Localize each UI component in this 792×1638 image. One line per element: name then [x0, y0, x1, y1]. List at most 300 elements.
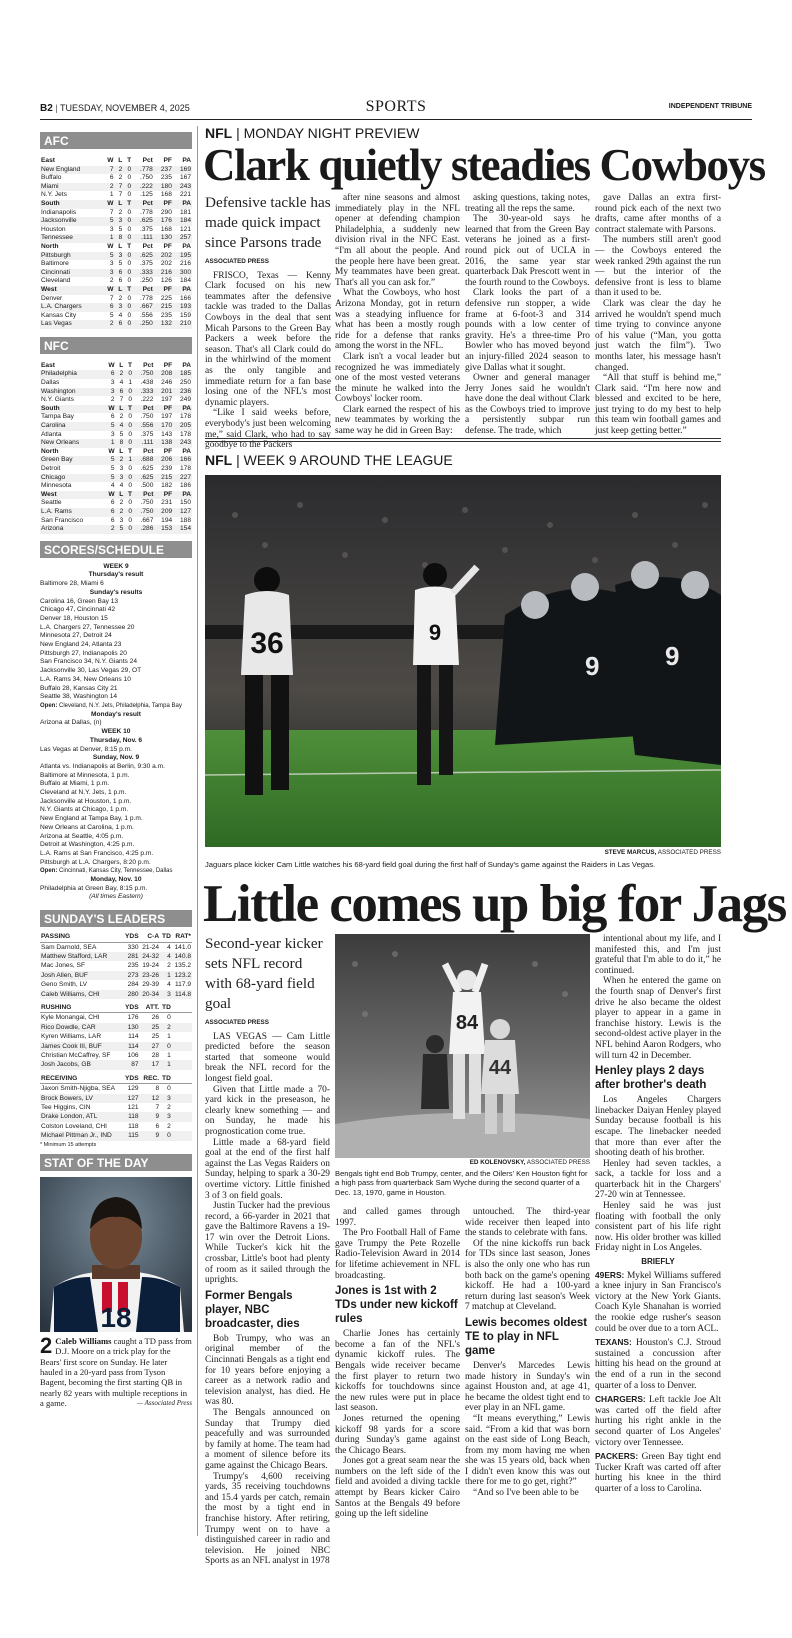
story2-col1 — [205, 934, 330, 1567]
leader-row: Matthew Stafford, LAR 281 24-32 4 140.8 — [41, 952, 191, 960]
team-stat: 6 — [102, 303, 114, 312]
team-row — [40, 312, 192, 321]
column-header: PA — [173, 286, 192, 295]
team-row — [40, 295, 192, 304]
schedule-line: Arizona at Seattle, 4:05 p.m. — [40, 832, 124, 840]
division-header — [40, 243, 192, 252]
team-stat: 159 — [179, 311, 191, 319]
team-stat: 0 — [123, 269, 132, 278]
stat-of-day-header: STAT OF THE DAY — [40, 1154, 192, 1171]
team-stat: 2 — [119, 499, 124, 507]
team-stat: 236 — [173, 388, 192, 397]
jersey-number-84: 84 — [455, 1012, 479, 1034]
column-header: L — [115, 286, 124, 295]
schedule-line: Denver 18, Houston 15 — [40, 614, 108, 622]
trumpy-photo — [335, 934, 590, 1158]
henley-subhead: Henley plays 2 days after brother's death — [595, 1065, 707, 1092]
team-row — [40, 413, 192, 422]
leader-row: Josh Allen, BUF 273 23-26 1 123.2 — [41, 971, 191, 979]
team-stat: 176 — [154, 217, 173, 226]
team-name: Houston — [41, 225, 66, 233]
team-stat: 239 — [161, 465, 173, 472]
photo2-caption: Bengals tight end Bob Trumpy, center, and the Oilers' Ken Houston fight for a high pass from quarterback Sam Wyche during the second quarter of a Dec. 13, 1970, game in Houston. — [335, 1169, 588, 1197]
team-row — [40, 439, 192, 448]
story2-col2 — [335, 1207, 460, 1520]
story1-headline: Clark quietly steadies Cowboys — [203, 140, 765, 190]
story2-c2-body — [335, 1207, 460, 1281]
team-stat: 227 — [173, 474, 192, 483]
team-stat: 7 — [119, 396, 124, 404]
leader-row: Kyle Monangai, CHI 176 26 0 — [41, 1014, 171, 1022]
briefs-list — [595, 1270, 721, 1495]
team-stat: 6 — [116, 388, 125, 397]
team-stat: .333 — [132, 269, 154, 278]
team-stat: 127 — [173, 508, 192, 517]
story1-byline: ASSOCIATED PRESS — [205, 258, 269, 265]
team-stat: 0 — [127, 294, 132, 302]
team-stat: 0 — [123, 217, 132, 226]
team-stat: 2 — [119, 413, 124, 421]
column-header: Pct — [132, 200, 154, 209]
scores-schedule-list — [40, 563, 192, 902]
column-header: W — [102, 200, 114, 209]
team-stat: 184 — [179, 277, 191, 285]
paragraph: Henley said he was just floating with football the only consistent part of his life right now. His older brother was killed Friday night in Los Angeles. — [595, 1201, 721, 1254]
column-header: T — [123, 200, 132, 209]
team-stat: 181 — [179, 208, 191, 216]
page-date: TUESDAY, NOVEMBER 4, 2025 — [60, 103, 190, 113]
team-stat: 150 — [179, 499, 191, 507]
team-stat: 3 — [110, 379, 115, 387]
team-stat: 202 — [160, 260, 172, 268]
kicker-text: | WEEK 9 AROUND THE LEAGUE — [232, 452, 453, 468]
column-rule — [197, 126, 198, 1536]
svg-text:18: 18 — [100, 1301, 132, 1332]
team-stat: 6 — [104, 508, 116, 517]
team-stat: 216 — [179, 260, 191, 268]
team-stat: .778 — [132, 166, 154, 175]
paragraph: Denver's Marcedes Lewis made history in Sunday's win against Houston and, at age 41, he became the oldest tight end to ever play in an NFL game. — [465, 1360, 590, 1414]
column-header: PF — [154, 405, 173, 414]
team-stat: .750 — [133, 508, 154, 517]
stat-player-name: Caleb Williams — [55, 1335, 112, 1346]
team-name: Dallas — [41, 379, 60, 387]
team-stat: 185 — [173, 370, 192, 379]
team-row — [40, 431, 192, 440]
team-name: Pittsburgh — [40, 252, 102, 261]
story2-c1b-body — [205, 1334, 330, 1567]
svg-text:9: 9 — [665, 641, 680, 671]
team-row — [40, 226, 192, 235]
team-row — [40, 482, 192, 491]
column-header: Pct — [142, 157, 153, 164]
publication-name: INDEPENDENT TRIBUNE — [668, 103, 752, 110]
paragraph: Justin Tucker had the previous record, a 66-yarder in 2021 that gave the Baltimore Ravens a 19-17 win over the Detroit Lions. While Tucker's kick hit the crossbar, Little's boot had plenty of room as it sailed through the uprights. — [205, 1201, 330, 1286]
division-header — [40, 491, 192, 500]
team-stat: 3 — [109, 225, 114, 233]
team-name: New Orleans — [40, 439, 104, 448]
team-stat: 5 — [109, 311, 114, 319]
team-stat: 0 — [123, 252, 132, 261]
column-header: T — [127, 361, 132, 369]
column-header: T — [123, 286, 132, 295]
column-header: T — [127, 447, 132, 455]
team-stat: 6 — [110, 516, 115, 524]
team-stat: 6 — [110, 499, 115, 507]
schedule-line: Detroit at Washington, 4:25 p.m. — [40, 841, 135, 849]
team-stat: 0 — [128, 430, 132, 438]
column-header: W — [102, 286, 114, 295]
column-header: PA — [173, 200, 192, 209]
paragraph: Clark isn't a vocal leader but recognized he was immediately one of the most vested veterans the minute he walked into the Cowboys' locker room. — [335, 351, 460, 405]
jersey-number-kicker: 9 — [428, 620, 442, 645]
team-stat: 215 — [154, 474, 173, 483]
team-stat: 0 — [124, 422, 133, 431]
team-row — [40, 525, 192, 534]
team-stat: 0 — [128, 396, 132, 404]
team-stat: 2 — [116, 508, 125, 517]
paragraph: Jones got a great seam near the numbers on the left side of the field and avoided a diving tackle attempt by Bears kicker Cairo Santos at the Bengals 49 before going up the left sideline — [335, 1456, 460, 1520]
team-stat: 2 — [118, 174, 123, 182]
team-stat: 168 — [160, 191, 172, 199]
page-folio: B2 | TUESDAY, NOVEMBER 4, 2025 — [40, 103, 190, 114]
scores-schedule-header: SCORES/SCHEDULE — [40, 541, 192, 558]
team-stat: 194 — [161, 516, 173, 524]
division-header — [40, 405, 192, 414]
team-stat: 5 — [102, 217, 114, 226]
team-stat: 3 — [109, 260, 114, 268]
paragraph: Henley had seven tackles, a sack, a tackle for loss and a quarterback hit in the Chargers' 27-20 win at Tennessee. — [595, 1158, 721, 1201]
schedule-line: Sunday's results — [89, 588, 143, 596]
team-row — [40, 379, 192, 388]
team-row — [40, 166, 192, 175]
column-header: L — [119, 361, 124, 369]
team-name: Green Bay — [40, 456, 104, 465]
team-stat: .125 — [140, 191, 153, 199]
story2-byline: ASSOCIATED PRESS — [205, 1019, 269, 1026]
column-header: Pct — [132, 286, 154, 295]
paragraph: Little made a 68-yard field goal at the end of the first half against the Las Vegas Raiders on Sunday, helping to spark a 30-29 overtime victory. Little finished 3 of 3 on field goals. — [205, 1137, 330, 1201]
team-stat: 0 — [127, 208, 132, 216]
division-name: East — [41, 157, 55, 164]
schedule-line: Philadelphia at Green Bay, 8:15 p.m. — [40, 884, 148, 892]
briefly-label: BRIEFLY — [641, 1257, 675, 1267]
team-stat: 6 — [115, 320, 124, 329]
team-stat: 1 — [124, 456, 133, 465]
paragraph: Los Angeles Chargers linebacker Daiyan Henley played Sunday because football is his escape. The linebacker needed that more than ever after the shooting death of his brother. — [595, 1095, 721, 1159]
jones-subhead: Jones is 1st with 2 TDs under new kickoff rules — [335, 1285, 458, 1326]
team-row — [40, 234, 192, 243]
team-stat: .222 — [132, 183, 154, 192]
afc-standings-table — [40, 157, 192, 329]
team-stat: .625 — [132, 217, 154, 226]
schedule-line: New Orleans at Carolina, 1 p.m. — [40, 823, 134, 831]
stat-of-day-text — [40, 1332, 192, 1409]
leaders-footnote: * Minimum 15 attempts — [40, 1141, 97, 1148]
schedule-line: Las Vegas at Denver, 8:15 p.m. — [40, 745, 133, 753]
team-stat: .625 — [132, 252, 154, 261]
team-stat: .375 — [140, 225, 153, 233]
team-stat: 138 — [154, 439, 173, 448]
team-name: L.A. Rams — [40, 508, 104, 517]
team-stat: .556 — [140, 311, 153, 319]
division-name: North — [41, 242, 59, 250]
schedule-line: L.A. Rams at San Francisco, 4:25 p.m. — [40, 849, 154, 857]
svg-text:9: 9 — [585, 651, 600, 681]
team-name: Cincinnati — [40, 269, 102, 278]
team-stat: 0 — [124, 370, 133, 379]
kicker-photo — [205, 475, 721, 847]
caleb-williams-photo — [40, 1177, 192, 1332]
team-row — [40, 174, 192, 183]
column-header: PF — [154, 200, 173, 209]
paragraph: The 30-year-old says he learned that from the Green Bay veterans he joined as a first-round pick out of UCLA in 2016, the same year star quarterback Dak Prescott went in the fourth round to the Cowboys. — [465, 214, 590, 288]
story2-headline: Little comes up big for Jags — [203, 875, 786, 933]
leader-row: Drake London, ATL 118 9 3 — [40, 1112, 192, 1121]
jersey-number-44: 44 — [488, 1057, 512, 1079]
column-header: W — [108, 361, 115, 369]
team-stat: 5 — [119, 430, 124, 438]
team-stat: .250 — [140, 277, 153, 285]
team-stat: 167 — [179, 174, 191, 182]
paragraph: Bob Trumpy, who was an original member of the Cincinnati Bengals as a tight end for 10 years before enjoying a career as a network radio and television analyst, has died. He was 80. — [205, 1333, 330, 1408]
team-stat: 168 — [160, 225, 172, 233]
team-stat: 0 — [128, 465, 132, 472]
schedule-line: Atlanta vs. Indianapolis at Berlin, 9:30 a.m. — [40, 762, 165, 770]
team-stat: 4 — [119, 482, 124, 490]
team-stat: 202 — [154, 252, 173, 261]
photo2-credit — [335, 1159, 590, 1166]
schedule-line: Chicago 47, Cincinnati 42 — [40, 606, 116, 614]
team-name: Philadelphia — [40, 370, 104, 379]
team-stat: 5 — [104, 456, 116, 465]
team-stat: 186 — [179, 482, 191, 490]
team-stat: 215 — [154, 303, 173, 312]
team-row — [40, 499, 192, 508]
team-name: Kansas City — [41, 311, 77, 319]
team-stat: 153 — [154, 525, 173, 534]
column-header: PF — [163, 157, 172, 164]
team-stat: 0 — [127, 191, 132, 199]
team-stat: .111 — [132, 234, 154, 243]
team-stat: 3 — [115, 252, 124, 261]
paragraph: “Like I said weeks before, everybody's just been welcoming me,” said Clark, who had to say goodbye to the Packers — [205, 408, 331, 451]
team-stat: 1 — [109, 191, 114, 199]
team-stat: 6 — [104, 370, 116, 379]
column-header: PF — [154, 286, 173, 295]
team-stat: 197 — [161, 396, 173, 404]
team-stat: 2 — [109, 277, 114, 285]
team-stat: .375 — [140, 430, 154, 438]
paragraph: untouched. The third-year wide receiver then leaped into the stands to celebrate with fans. — [465, 1207, 590, 1239]
team-stat: 1 — [128, 379, 132, 387]
team-stat: 7 — [102, 166, 114, 175]
story1-kicker — [205, 125, 419, 141]
team-row — [40, 508, 192, 517]
schedule-line: Jacksonville at Houston, 1 p.m. — [40, 797, 132, 805]
column-header: L — [118, 242, 123, 250]
leader-row: James Cook III, BUF 114 27 0 — [40, 1042, 192, 1051]
team-name: Carolina — [40, 422, 104, 431]
schedule-line: Pittsburgh at L.A. Chargers, 8:20 p.m. — [40, 858, 151, 866]
team-stat: 5 — [116, 525, 125, 534]
team-stat: 209 — [154, 508, 173, 517]
team-stat: 2 — [110, 396, 115, 404]
team-stat: .625 — [140, 465, 154, 472]
team-stat: 5 — [104, 422, 116, 431]
leaders-header: SUNDAY'S LEADERS — [40, 910, 192, 927]
team-row — [40, 396, 192, 405]
lewis-subhead: Lewis becomes oldest TE to play in NFL game — [465, 1316, 588, 1357]
column-header: Pct — [143, 361, 154, 369]
leader-row: Brock Bowers, LV 127 12 3 — [40, 1094, 192, 1103]
team-stat: 2 — [102, 183, 114, 192]
division-header — [40, 286, 192, 295]
paragraph: Jones returned the opening kickoff 98 yards for a score during Sunday's game against the Chicago Bears. — [335, 1413, 460, 1456]
column-header: W — [107, 242, 114, 250]
team-stat: .500 — [140, 482, 154, 490]
team-stat: 216 — [154, 269, 173, 278]
division-name: South — [40, 200, 102, 209]
team-stat: 1 — [102, 234, 114, 243]
team-name: Detroit — [41, 465, 61, 472]
division-name: South — [40, 405, 104, 414]
team-stat: 3 — [110, 430, 115, 438]
schedule-line: Thursday, Nov. 6 — [89, 736, 143, 744]
story2-col3 — [465, 1207, 590, 1499]
column-header: PF — [163, 242, 172, 250]
schedule-line: Open: Cincinnati, Kansas City, Tennessee, Dallas — [40, 868, 173, 875]
team-stat: 250 — [179, 379, 191, 387]
team-name: New England — [40, 166, 102, 175]
section-name: SPORTS — [365, 98, 427, 115]
team-stat: 0 — [128, 482, 132, 490]
division-header — [40, 448, 192, 457]
paragraph: The numbers still aren't good — the Cowboys entered the week ranked 29th against the run — but the interior of the defensive front is less to blame than it used to be. — [595, 235, 721, 299]
team-stat: 6 — [115, 269, 124, 278]
column-header: L — [118, 157, 123, 164]
story2-c4-body — [595, 934, 721, 1061]
team-stat: 166 — [173, 456, 192, 465]
team-stat: .625 — [133, 474, 154, 483]
team-stat: 205 — [173, 422, 192, 431]
story1-col2 — [335, 193, 460, 437]
team-stat: 5 — [110, 465, 115, 472]
team-stat: .688 — [133, 456, 154, 465]
column-header: L — [116, 491, 125, 500]
paragraph: The Bengals announced on Sunday that Trumpy died peacefully and was surrounded by family at home. The team had a moment of silence before its game against the Chicago Bears. — [205, 1408, 330, 1471]
division-name: North — [41, 447, 59, 455]
schedule-line: N.Y. Giants at Chicago, 1 p.m. — [40, 806, 129, 814]
team-stat: .750 — [133, 370, 154, 379]
team-row — [40, 303, 192, 312]
afc-header: AFC — [40, 132, 192, 149]
team-stat: 2 — [102, 320, 114, 329]
team-stat: .667 — [140, 516, 154, 524]
division-header — [40, 362, 192, 371]
story2-c3-body — [465, 1207, 590, 1313]
column-header: PF — [154, 491, 173, 500]
team-name: Denver — [41, 294, 63, 302]
paragraph: Given that Little made a 70-yard kick in the preseason, he clearly knew something — and on Sunday, he made his prognostication come true. — [205, 1084, 330, 1137]
team-stat: 0 — [128, 516, 132, 524]
team-stat: 0 — [128, 413, 132, 421]
column-header: PA — [182, 157, 191, 164]
team-stat: 180 — [154, 183, 173, 192]
team-name: Chicago — [40, 474, 104, 483]
team-stat: 6 — [110, 413, 115, 421]
story1-col4 — [595, 193, 721, 437]
leader-row: Colston Loveland, CHI 118 6 2 — [41, 1122, 171, 1130]
stat-body: caught a TD pass from D.J. Moore on a trick play for the Bears' first score on Sunday. He later hauled in a 20-yard pass from Tyson Bagent, becoming the first starting QB in nearly 82 years with multiple receptions in a game. — [40, 1335, 192, 1409]
schedule-line: Baltimore 28, Miami 6 — [40, 580, 104, 588]
story2-deck: Second-year kicker sets NFL record with 68-yard field goal — [205, 935, 323, 1012]
column-header: PA — [182, 361, 191, 369]
paragraph: Charlie Jones has certainly become a fan of the NFL's dynamic kickoff rules. The Bengals wide receiver became the first player to return two kickoffs for touchdowns since the new rules were put in place last season. — [335, 1329, 460, 1414]
team-stat: 8 — [116, 439, 125, 448]
team-stat: 0 — [127, 225, 132, 233]
team-row — [40, 277, 192, 286]
team-stat: .778 — [140, 208, 153, 216]
team-stat: .333 — [133, 388, 154, 397]
team-stat: 210 — [173, 320, 192, 329]
brief-item: 49ERS: Mykel Williams suffered a knee injury in San Francisco's victory at the New York Giants. Coach Kyle Shanahan is worried the rookie edge rusher's season could be over due to a torn ACL. — [595, 1269, 721, 1334]
team-stat: .667 — [132, 303, 154, 312]
team-stat: 221 — [179, 191, 191, 199]
column-header: Pct — [142, 242, 153, 250]
paragraph: Trumpy's 4,600 receiving yards, 35 receiving touchdowns and 15.4 yards per catch, remain the most by a tight end in franchise history. After retiring, Trumpy went on to have a distinguished career in radio and television. He joined NBC Sports as an NFL analyst in 1978 — [205, 1471, 330, 1567]
jersey-number-36: 36 — [250, 627, 284, 660]
column-header: L — [116, 405, 125, 414]
team-row — [40, 260, 192, 269]
team-row — [40, 517, 192, 526]
credit-name: ED KOLENOVSKY, — [469, 1159, 526, 1166]
team-stat: 5 — [118, 260, 123, 268]
team-stat: 2 — [116, 370, 125, 379]
leader-row: Josh Jacobs, GB 87 17 1 — [40, 1060, 192, 1069]
story2-c1-body — [205, 1032, 330, 1286]
team-stat: 5 — [104, 474, 116, 483]
paragraph: FRISCO, Texas — Kenny Clark focused on his new teammates after the defensive tackle was traded to the Dallas Cowboys in the deal that sent Micah Parsons to the Green Bay Packers a week before the season. That's all Clark could do in the whirlwind of the moment as the only tangible and immediate return for a fan base losing one of the NFL's most dynamic players. — [205, 270, 331, 408]
receiving-header: RECEIVING YDS REC. TD — [40, 1074, 192, 1084]
team-stat: 132 — [154, 320, 173, 329]
team-stat: .250 — [132, 320, 154, 329]
schedule-line: WEEK 10 — [101, 728, 131, 736]
team-stat: 0 — [127, 260, 132, 268]
team-stat: 0 — [127, 277, 132, 285]
team-stat: 237 — [154, 166, 173, 175]
leader-row: Geno Smith, LV 284 29-39 4 117.9 — [41, 981, 191, 989]
paragraph: “And so I've been able to be — [473, 1488, 579, 1499]
column-header: T — [124, 491, 133, 500]
team-stat: 0 — [124, 474, 133, 483]
team-stat: 0 — [124, 439, 133, 448]
story1-c1-body — [205, 271, 331, 451]
sports-agate-column — [40, 132, 192, 1409]
division-name: West — [40, 491, 104, 500]
schedule-line: Pittsburgh 27, Indianapolis 20 — [40, 649, 127, 657]
paragraph: Of the nine kickoffs run back for TDs since last season, Jones is also the only one who has run both back on the game's opening kickoff. He had a 100-yard return during last season's Week 7 matchup at Cleveland. — [465, 1238, 590, 1313]
paragraph: gave Dallas an extra first-round pick each of the next two drafts, came after months of a contract stalemate with Parsons. — [595, 193, 721, 235]
stat-credit: — Associated Press — [136, 1399, 192, 1408]
team-name: N.Y. Giants — [41, 396, 74, 404]
team-name: Tennessee — [40, 234, 102, 243]
team-row — [40, 388, 192, 397]
team-stat: 0 — [124, 388, 133, 397]
column-header: L — [115, 200, 124, 209]
column-header: W — [107, 157, 114, 164]
team-stat: 154 — [173, 525, 192, 534]
